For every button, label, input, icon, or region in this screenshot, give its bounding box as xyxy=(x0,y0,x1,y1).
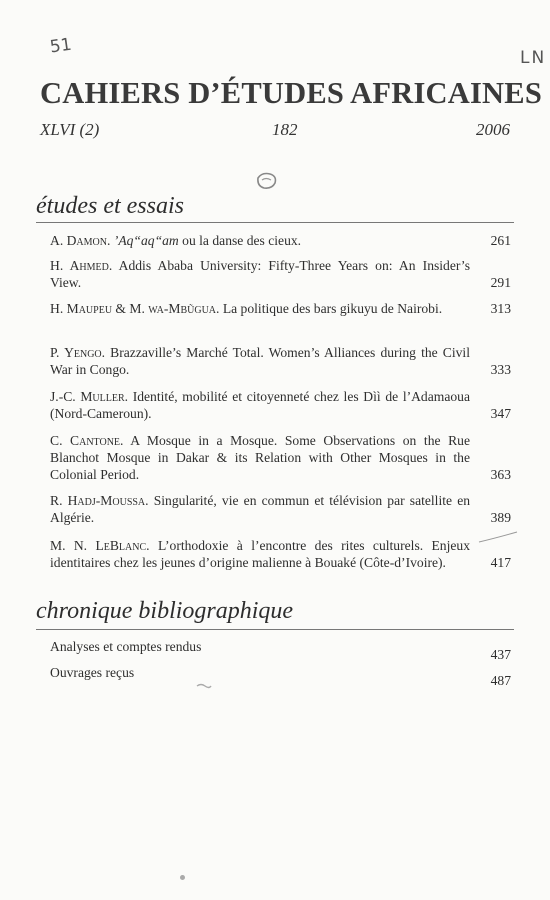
entry-title: A Mosque in a Mosque. Some Observations on the Rue Blanchot Mosque in Dakar & its Relation with Other Mosques in the Colonial Period. xyxy=(50,433,470,482)
section-heading-chronique: chronique bibliographique xyxy=(36,598,294,624)
entry-page: 437 xyxy=(490,647,511,662)
issue-year: 2006 xyxy=(476,120,510,139)
toc-entry[interactable] xyxy=(50,300,513,317)
entry-title: L’orthodoxie à l’encontre des rites culturels. Enjeux identitaires chez les jeunes d’origine malienne à Bouaké (Côte-d’Ivoire). xyxy=(50,538,471,570)
journal-title: CAHIERS D’ÉTUDES AFRICAINES xyxy=(40,76,542,110)
entry-sep: . xyxy=(145,493,154,508)
entry-sep: . xyxy=(124,389,133,404)
entry-page: 347 xyxy=(490,406,511,421)
entry-sep: . xyxy=(107,233,114,248)
entry-page: 291 xyxy=(490,275,511,290)
entry-page: 417 xyxy=(490,555,511,570)
entry-page: 333 xyxy=(490,362,511,377)
toc-entry[interactable] xyxy=(50,232,513,249)
entry-title: Brazzaville’s Marché Total. Women’s Alliances during the Civil War in Congo. xyxy=(50,345,470,377)
entry-page: 313 xyxy=(490,301,511,316)
toc-entry[interactable] xyxy=(50,344,513,378)
entry-author: M. N. LeBlanc xyxy=(50,538,147,553)
section-rule xyxy=(36,222,514,223)
entry-title: Ouvrages reçus xyxy=(50,665,135,680)
entry-title: Addis Ababa University: Fifty-Three Years on: An Insider’s View. xyxy=(50,258,470,290)
entry-author: J.-C. Muller xyxy=(50,389,125,404)
entry-author: R. Hadj-Moussa xyxy=(50,493,146,508)
entry-sep: . xyxy=(146,538,158,553)
section-rule xyxy=(36,629,514,630)
entry-sep: . xyxy=(108,258,119,273)
handwritten-note-left: 51 xyxy=(48,34,73,58)
entry-title: Identité, mobilité et citoyenneté chez les Dìì de l’Adamaoua (Nord-Cameroun). xyxy=(50,389,470,421)
issue-volume: XLVI (2) xyxy=(40,120,100,139)
entry-text xyxy=(50,232,470,249)
section-heading-etudes: études et essais xyxy=(36,193,184,219)
entry-sep: . xyxy=(101,345,111,360)
entry-sep: . xyxy=(216,301,223,316)
entry-page: 363 xyxy=(490,467,511,482)
entry-author: P. Yengo xyxy=(50,345,102,360)
entry-author: A. Damon xyxy=(50,233,107,248)
toc-entry[interactable] xyxy=(50,537,513,571)
entry-author: H. Ahmed xyxy=(50,258,109,273)
dust-mark xyxy=(196,683,212,689)
entry-title-italic: ’Aq“aq“am xyxy=(113,233,179,248)
toc-entry[interactable] xyxy=(50,388,513,422)
entry-text xyxy=(50,537,470,571)
dust-dot xyxy=(180,875,185,880)
entry-title: Analyses et comptes rendus xyxy=(50,639,202,654)
entry-title: La politique des bars gikuyu de Nairobi. xyxy=(222,301,443,316)
entry-text xyxy=(50,388,470,422)
entry-author: C. Cantone xyxy=(50,433,121,448)
toc-entry[interactable] xyxy=(50,257,513,291)
entry-page: 261 xyxy=(490,233,511,248)
toc-entry[interactable] xyxy=(50,638,513,662)
handwritten-note-right: LN xyxy=(520,48,547,68)
entry-page: 389 xyxy=(490,510,511,525)
entry-text xyxy=(50,432,470,483)
entry-text xyxy=(50,300,470,317)
entry-text xyxy=(50,492,470,526)
entry-title: ou la danse des cieux. xyxy=(178,233,302,248)
ink-smudge-icon xyxy=(256,172,278,190)
entry-text xyxy=(50,344,470,378)
entry-page: 487 xyxy=(490,673,511,688)
toc-entry[interactable] xyxy=(50,432,513,483)
entry-text xyxy=(50,257,470,291)
entry-title: Singularité, vie en commun et télévision par satellite en Algérie. xyxy=(50,493,471,525)
toc-entry[interactable] xyxy=(50,664,513,688)
issue-number: 182 xyxy=(272,120,298,139)
entry-author: H. Maupeu & M. wa-Mbũgua xyxy=(50,301,217,316)
entry-sep: . xyxy=(120,433,131,448)
toc-entry[interactable] xyxy=(50,492,513,526)
